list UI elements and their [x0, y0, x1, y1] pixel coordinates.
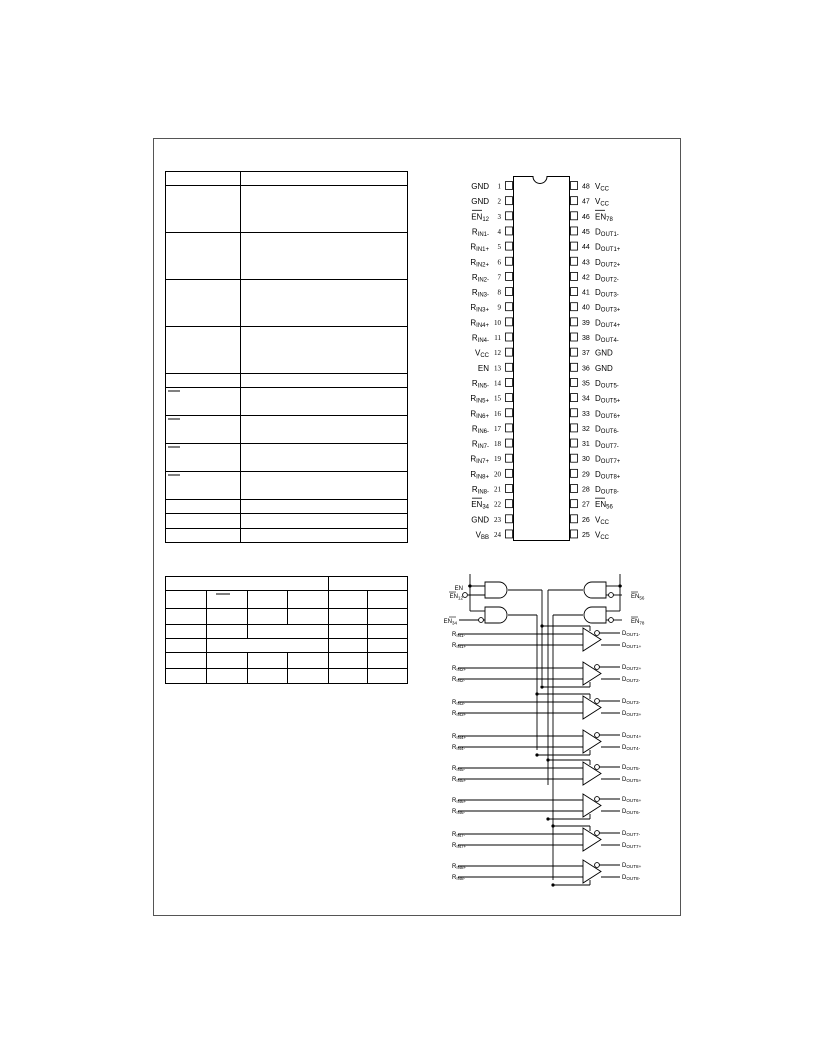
- pin-number: 37: [582, 350, 590, 358]
- channel-input-label: RIN7-: [452, 832, 466, 838]
- pin-pad: [571, 197, 578, 205]
- pin-label: RIN7+: [470, 454, 489, 466]
- junction-dot: [546, 817, 549, 820]
- pin-number: 41: [582, 289, 590, 297]
- pin-number: 18: [494, 440, 501, 449]
- channel-input-label: RIN1+: [452, 643, 467, 649]
- pin-label: RIN5+: [470, 394, 489, 405]
- inversion-bubble: [609, 618, 614, 623]
- inversion-bubble: [595, 797, 600, 802]
- pin-label: DOUT2-: [595, 272, 619, 284]
- pin-number: 19: [494, 455, 501, 464]
- pin-number: 34: [582, 395, 590, 403]
- pinout-diagram: [470, 177, 620, 541]
- pin-number: 4: [497, 227, 501, 236]
- pin-label: DOUT5-: [595, 378, 619, 390]
- inversion-bubble: [595, 863, 600, 868]
- inversion-bubble: [595, 699, 600, 704]
- inversion-bubble: [595, 831, 600, 836]
- pin-label: DOUT1+: [595, 242, 621, 254]
- pin-number: 10: [494, 318, 501, 327]
- pin-number: 11: [494, 334, 501, 342]
- pin-number: 5: [497, 243, 501, 252]
- pin-number: 3: [497, 212, 501, 221]
- channel-output-label: DOUT4+: [622, 733, 642, 739]
- pin-number: 35: [582, 380, 590, 388]
- pin-pad: [506, 485, 513, 493]
- pin-label: RIN1+: [470, 242, 489, 254]
- pin-label: DOUT7-: [595, 439, 619, 451]
- pin-label: DOUT1-: [595, 227, 619, 238]
- pin-label: DOUT8-: [595, 485, 619, 496]
- pin-label: GND: [595, 348, 613, 358]
- pin-number: 25: [582, 531, 590, 539]
- pin-label: VCC: [595, 530, 610, 541]
- pin-label: RIN4+: [470, 318, 489, 329]
- and-gate: [485, 607, 507, 623]
- pin-label: RIN4-: [471, 333, 489, 344]
- pin-pad: [506, 394, 513, 402]
- pin-label: RIN3+: [470, 303, 489, 314]
- pin-pad: [571, 530, 578, 538]
- pin-label: RIN1-: [471, 227, 489, 238]
- pin-label: GND: [471, 515, 489, 525]
- pin-pad: [506, 500, 513, 508]
- pin-pad: [506, 197, 513, 205]
- pin-pad: [571, 454, 578, 462]
- logic-diagram: [444, 574, 645, 887]
- pin-pad: [506, 515, 513, 523]
- inversion-bubble: [463, 593, 468, 598]
- pin-pad: [571, 515, 578, 523]
- pin-label: EN: [477, 363, 489, 373]
- pin-number: 13: [494, 364, 501, 373]
- pin-number: 36: [582, 365, 590, 373]
- pin-label: DOUT6+: [595, 409, 621, 420]
- gate-input-label: $EN_{12}$: [449, 594, 463, 601]
- pin-label: EN34: [471, 500, 489, 511]
- channel-output-label: DOUT2+: [622, 665, 642, 671]
- pin-number: 6: [497, 258, 501, 267]
- pin-number: 43: [582, 259, 590, 267]
- and-gate: [584, 582, 606, 598]
- pin-number: 38: [582, 335, 590, 342]
- channel-output-label: DOUT7+: [622, 843, 642, 849]
- pin-pad: [506, 469, 513, 477]
- pin-number: 47: [582, 198, 590, 206]
- pin-pad: [571, 394, 578, 402]
- pin-pad: [571, 272, 578, 280]
- pin-pad: [571, 439, 578, 447]
- channel-input-label: RIN3-: [452, 700, 466, 706]
- pin-number: 30: [582, 456, 590, 464]
- gate-input-label: $EN_{56}$: [631, 594, 645, 601]
- pin-pad: [571, 212, 578, 220]
- pin-number: 14: [494, 379, 501, 388]
- channel-output-label: DOUT8+: [622, 863, 642, 869]
- pin-label: GND: [471, 182, 489, 191]
- pin-pad: [571, 257, 578, 265]
- pin-pad: [571, 303, 578, 311]
- channel-input-label: RIN4+: [452, 734, 467, 740]
- pin-label: RIN2-: [471, 272, 489, 284]
- channel-output-label: DOUT2-: [622, 677, 641, 683]
- inversion-bubble: [595, 665, 600, 670]
- pin-pad: [506, 348, 513, 356]
- pin-pad: [571, 409, 578, 417]
- pin-number: 26: [582, 516, 590, 524]
- pin-number: 45: [582, 228, 590, 236]
- pin-pad: [571, 288, 578, 296]
- pin-number: 27: [582, 501, 590, 509]
- pin-pad: [506, 272, 513, 280]
- pin-number: 28: [582, 486, 590, 494]
- pin-pad: [571, 469, 578, 477]
- pin-label: RIN8-: [471, 485, 489, 496]
- pin-number: 44: [582, 244, 590, 252]
- and-gate: [485, 582, 507, 598]
- pin-pad: [571, 333, 578, 341]
- channel-input-label: RIN1-: [452, 632, 466, 638]
- pin-pad: [571, 500, 578, 508]
- pin-label: DOUT4-: [595, 333, 619, 344]
- pin-pad: [571, 227, 578, 235]
- junction-dot: [535, 753, 538, 756]
- pin-number: 42: [582, 274, 590, 282]
- pin-number: 29: [582, 471, 590, 479]
- pin-label: RIN6-: [471, 424, 489, 435]
- and-gate: [584, 607, 606, 623]
- pin-number: 17: [494, 424, 501, 433]
- pin-label: RIN6+: [470, 409, 489, 420]
- pin-pad: [506, 212, 513, 220]
- pin-number: 39: [582, 319, 590, 327]
- pin-pad: [506, 424, 513, 432]
- pin-pad: [506, 242, 513, 250]
- pin-label: RIN2+: [470, 257, 489, 269]
- pin-number: 2: [497, 197, 501, 206]
- pin-label: RIN7-: [471, 439, 489, 451]
- channel-output-label: DOUT6-: [622, 809, 641, 815]
- pin-pad: [506, 439, 513, 447]
- pin-pad: [506, 288, 513, 296]
- channel-input-label: RIN3+: [452, 711, 467, 717]
- pin-label: DOUT3-: [595, 288, 619, 299]
- pin-label: RIN8+: [470, 469, 489, 481]
- gate-input-label: EN: [454, 586, 463, 592]
- pin-number: 12: [494, 349, 501, 358]
- pin-pad: [571, 182, 578, 190]
- channel-input-label: RIN6+: [452, 798, 467, 804]
- pin-label: GND: [471, 197, 489, 207]
- pin-pad: [506, 378, 513, 386]
- pin-label: EN56: [595, 500, 613, 511]
- pin-label: DOUT4+: [595, 318, 621, 329]
- pin-pad: [506, 227, 513, 235]
- pin-pad: [506, 333, 513, 341]
- pin-label: DOUT8+: [595, 469, 621, 481]
- channel-input-label: RIN5-: [452, 766, 466, 772]
- junction-dot: [551, 883, 554, 886]
- inversion-bubble: [595, 765, 600, 770]
- pin-number: 33: [582, 410, 590, 418]
- pin-number: 32: [582, 425, 590, 433]
- junction-dot: [540, 685, 543, 688]
- pin-number: 9: [497, 303, 501, 312]
- pin-number: 23: [494, 515, 501, 524]
- truth-table: [166, 577, 408, 684]
- pin-label: EN78: [595, 212, 613, 223]
- pin-pad: [506, 303, 513, 311]
- pin-label: EN12: [471, 212, 489, 223]
- channel-input-label: RIN5+: [452, 777, 467, 783]
- channel-output-label: DOUT7-: [622, 831, 641, 837]
- channel-output-label: DOUT1+: [622, 643, 642, 649]
- pin-number: 31: [582, 441, 590, 449]
- channel-output-label: DOUT3-: [622, 699, 641, 705]
- pin-pad: [506, 182, 513, 190]
- pin-label: VCC: [595, 197, 610, 208]
- pin-label: RIN5-: [471, 378, 489, 390]
- pin-pad: [506, 409, 513, 417]
- channel-output-label: DOUT3+: [622, 711, 642, 717]
- gate-input-label: $EN_{34}$: [443, 619, 457, 626]
- channel-input-label: RIN6-: [452, 809, 466, 815]
- junction-dot: [540, 624, 543, 627]
- pin-pad: [506, 530, 513, 538]
- pin-number: 8: [497, 288, 501, 297]
- pin-number: 7: [497, 273, 501, 282]
- inversion-bubble: [595, 733, 600, 738]
- pin-number: 15: [494, 394, 501, 403]
- pin-label: VBB: [475, 530, 489, 541]
- pin-pad: [571, 363, 578, 371]
- pin-number: 48: [582, 183, 590, 191]
- pin-pad: [506, 257, 513, 265]
- channel-input-label: RIN8+: [452, 864, 467, 870]
- channel-input-label: RIN2-: [452, 677, 466, 683]
- channel-output-label: DOUT4-: [622, 745, 641, 751]
- channel-output-label: DOUT5+: [622, 777, 642, 783]
- pin-pad: [571, 378, 578, 386]
- pin-number: 20: [494, 470, 501, 479]
- pin-label: DOUT5+: [595, 394, 621, 405]
- pin-number: 21: [494, 485, 501, 494]
- pin-pad: [571, 242, 578, 250]
- channel-input-label: RIN2+: [452, 666, 467, 672]
- channel-output-label: DOUT1-: [622, 631, 641, 637]
- junction-dot: [535, 692, 538, 695]
- junction-dot: [546, 758, 549, 761]
- channel-output-label: DOUT6+: [622, 797, 642, 803]
- junction-dot: [551, 824, 554, 827]
- pin-label: VCC: [595, 182, 610, 193]
- channel-input-label: RIN7+: [452, 843, 467, 849]
- pin-description-table: [166, 172, 408, 543]
- pin-label: DOUT7+: [595, 454, 621, 466]
- pin-pad: [571, 318, 578, 326]
- pin-number: 46: [582, 213, 590, 221]
- pin-pad: [506, 318, 513, 326]
- pin-pad: [571, 424, 578, 432]
- pin-label: DOUT6-: [595, 424, 619, 435]
- pin-number: 16: [494, 409, 501, 418]
- pin-label: DOUT3+: [595, 303, 621, 314]
- pin-number: 40: [582, 304, 590, 312]
- pin-pad: [571, 485, 578, 493]
- ic-package-outline: [514, 177, 570, 541]
- pin-label: VCC: [595, 515, 610, 526]
- inversion-bubble: [609, 593, 614, 598]
- pin-number: 1: [497, 182, 501, 191]
- channel-input-label: RIN4-: [452, 745, 466, 751]
- pin-number: 22: [494, 500, 501, 509]
- pin-label: GND: [595, 363, 613, 373]
- pin-number: 24: [494, 530, 501, 539]
- pin-label: VCC: [474, 348, 489, 360]
- inversion-bubble: [595, 631, 600, 636]
- gate-input-label: $EN_{78}$: [631, 619, 645, 626]
- channel-output-label: DOUT8-: [622, 875, 641, 881]
- inversion-bubble: [479, 618, 484, 623]
- pin-pad: [506, 363, 513, 371]
- channel-input-label: RIN8-: [452, 875, 466, 881]
- pin-label: DOUT2+: [595, 257, 621, 269]
- pin-pad: [506, 454, 513, 462]
- channel-output-label: DOUT5-: [622, 765, 641, 771]
- pin-label: RIN3-: [471, 288, 489, 299]
- pin-pad: [571, 348, 578, 356]
